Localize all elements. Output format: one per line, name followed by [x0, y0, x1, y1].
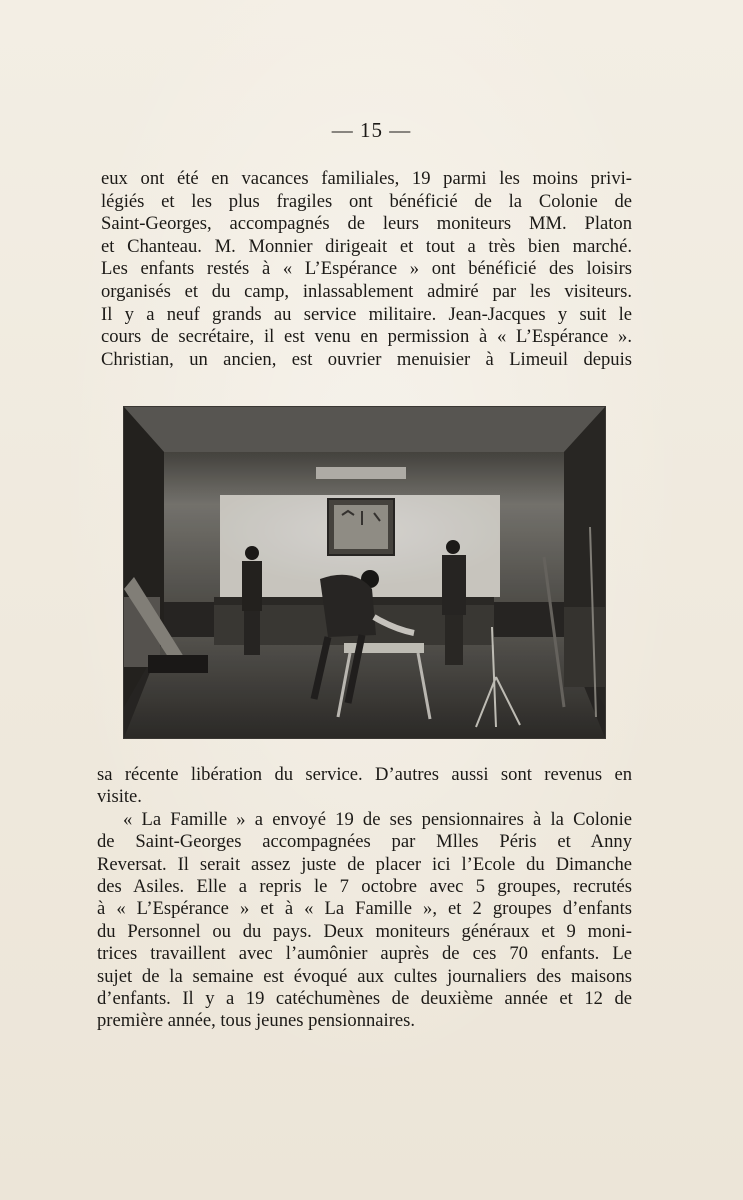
- text-line: Saint-Georges, accompagnés de leurs moniteurs MM. Platon: [101, 213, 632, 235]
- bottom-paragraph: [97, 764, 632, 1033]
- text-line: eux ont été en vacances familiales, 19 parmi les moins privi-: [101, 168, 632, 189]
- text-line: et Chanteau. M. Monnier dirigeait et tout a très bien marché.: [101, 235, 632, 257]
- text-line: d’enfants. Il y a 19 catéchumènes de deuxième année et 12 de: [97, 987, 632, 1009]
- text-line: sujet de la semaine est évoqué aux cultes journaliers des maisons: [97, 965, 632, 987]
- text-line: des Asiles. Elle a repris le 7 octobre avec 5 groupes, recrutés: [97, 875, 632, 897]
- text-line: Les enfants restés à « L’Espérance » ont bénéficié des loisirs: [101, 258, 632, 280]
- text-line: sa récente libération du service. D’autres aussi sont revenus en: [97, 764, 632, 785]
- text-line: Reversat. Il serait assez juste de placer ici l’Ecole du Dimanche: [97, 853, 632, 875]
- page-number: — 15 —: [331, 118, 412, 142]
- text-line: Christian, un ancien, est ouvrier menuisier à Limeuil depuis: [101, 348, 632, 370]
- top-paragraph: [101, 168, 632, 371]
- text-line: Il y a neuf grands au service militaire. Jean-Jacques y suit le: [101, 303, 632, 325]
- text-line: « La Famille » a envoyé 19 de ses pensionnaires à la Colonie: [123, 808, 632, 830]
- text-line: organisés et du camp, inlassablement admiré par les visiteurs.: [101, 280, 632, 302]
- text-line: du Personnel ou du pays. Deux moniteurs généraux et 9 moni-: [97, 920, 632, 942]
- text-line: à « L’Espérance » et à « La Famille », et 2 groupes d’enfants: [97, 898, 632, 920]
- text-line: visite.: [97, 786, 142, 808]
- text-line: première année, tous jeunes pensionnaires.: [97, 1010, 416, 1032]
- text-line: légiés et les plus fragiles ont bénéficié de la Colonie de: [101, 190, 632, 212]
- text-line: trices travaillent avec l’aumônier auprès de ces 70 enfants. Le: [97, 943, 632, 965]
- text-line: de Saint-Georges accompagnées par Mlles Péris et Anny: [97, 831, 632, 853]
- workshop-photo: [124, 407, 605, 738]
- text-line: cours de secrétaire, il est venu en permission à « L’Espérance ».: [101, 326, 632, 348]
